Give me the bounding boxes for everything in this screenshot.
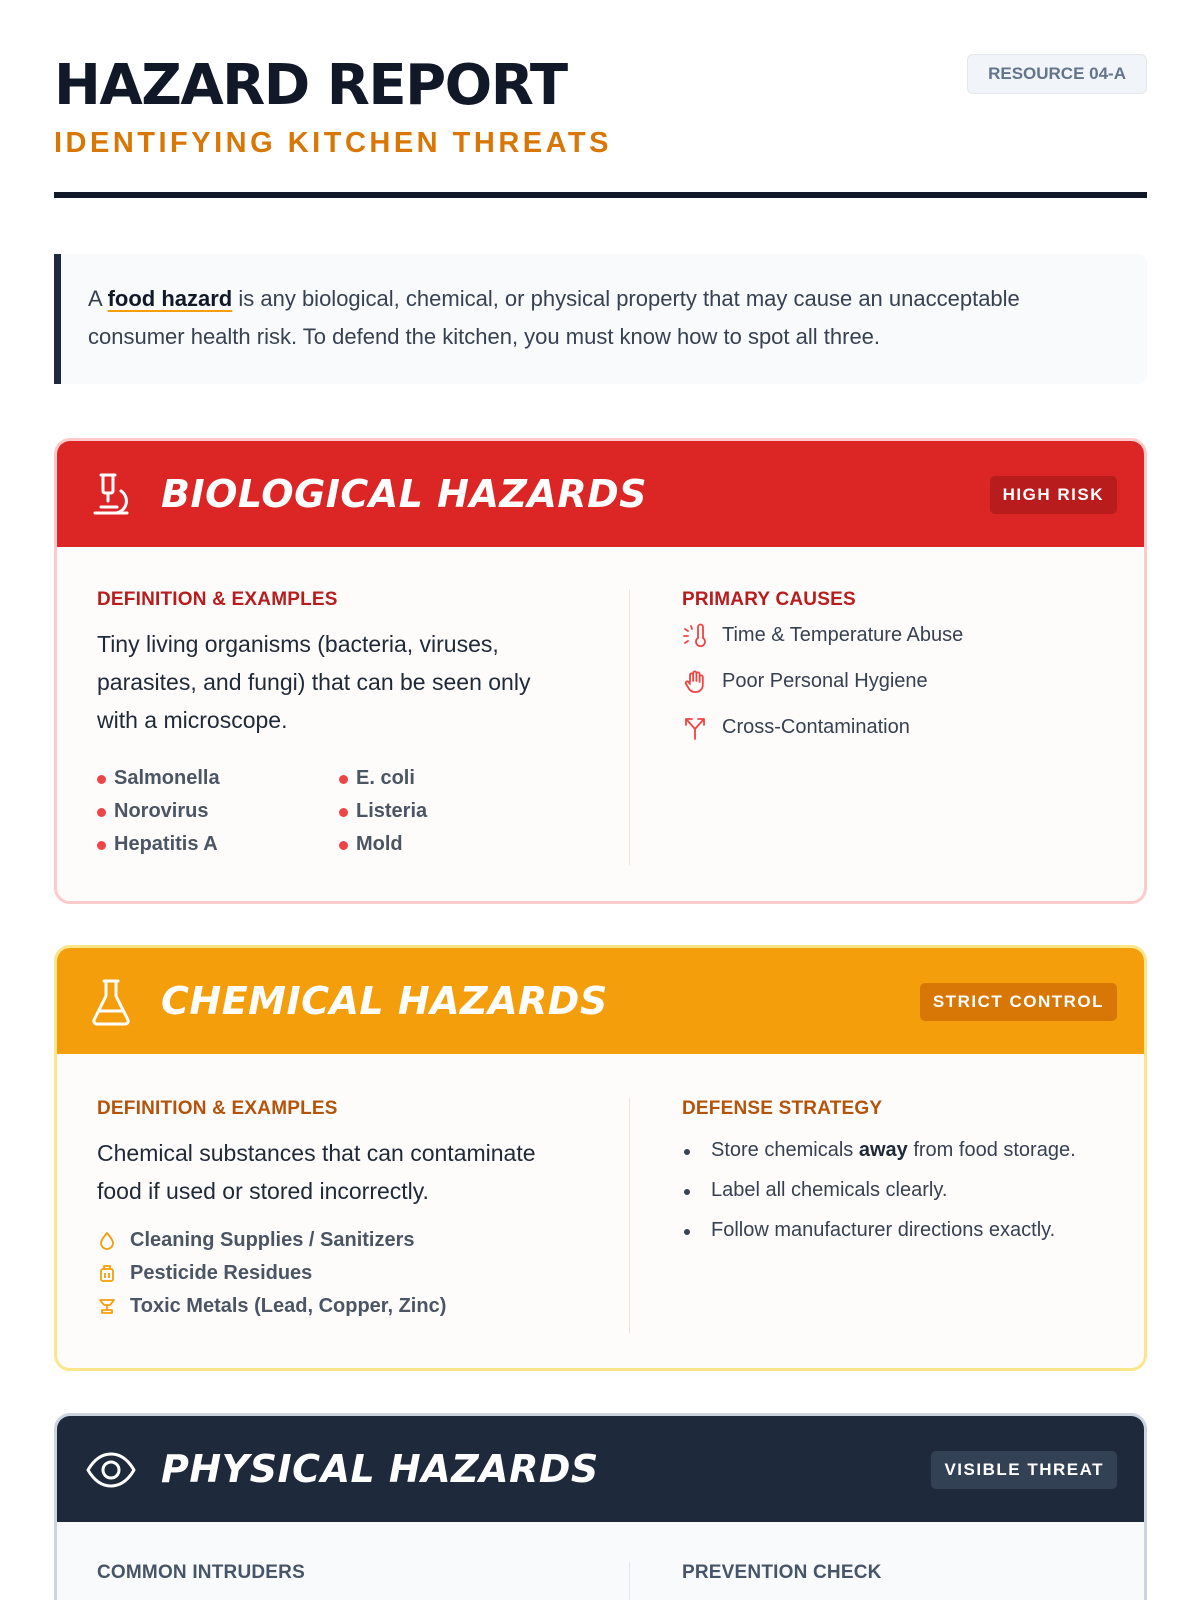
cause-label: Cross-Contamination [722,716,910,738]
page-title: HAZARD REPORT [54,53,567,118]
cause-label: Poor Personal Hygiene [722,670,928,692]
example-hepatitis-a: Hepatitis A [97,833,218,856]
strategy-follow-directions [682,1218,1112,1258]
intro-prefix: A [88,286,108,311]
high-risk-badge: HIGH RISK [990,476,1117,514]
strategy-emphasis: away [858,1139,908,1161]
biological-card-header [57,441,1144,547]
chemical-example-label: Cleaning Supplies / Sanitizers [130,1229,415,1251]
chemical-card-title: CHEMICAL HAZARDS [161,979,608,1023]
resource-tag: RESOURCE 04-A [967,54,1147,94]
utensil-icon [97,1296,117,1316]
hazard-report-page [54,0,1147,1583]
split-arrow-icon [682,715,708,741]
example-e-coli: E. coli [339,767,415,790]
example-cleaning-supplies [97,1228,577,1261]
strategy-label-chemicals [682,1178,1112,1218]
physical-card-title: PHYSICAL HAZARDS [161,1447,599,1491]
physical-prevention-column [682,1562,1112,1584]
chemical-hazards-card [54,945,1147,1371]
prevention-check-label: PREVENTION CHECK [682,1562,882,1583]
biological-description: Tiny living organisms (bacteria, viruses, parasites, and fungi) that can be seen only with a microscope. [97,631,531,733]
strategy-text: Store chemicals [711,1139,859,1161]
cause-cross-contamination [682,715,1112,761]
primary-causes-label: PRIMARY CAUSES [682,589,856,610]
cause-label: Time & Temperature Abuse [722,624,964,646]
chemical-strategy-column [682,1098,1112,1258]
common-intruders-label: COMMON INTRUDERS [97,1562,305,1583]
defense-strategy-label: DEFENSE STRATEGY [682,1098,883,1119]
example-mold: Mold [339,833,403,856]
hand-icon [682,669,708,695]
strategy-text: Follow manufacturer directions exactly. [711,1219,1056,1241]
strategy-store-away [682,1138,1112,1178]
biological-definition-column [97,589,577,739]
canister-icon [97,1263,117,1283]
example-listeria: Listeria [339,800,427,823]
page-subtitle: IDENTIFYING KITCHEN THREATS [54,127,612,159]
intro-callout [54,254,1147,384]
cause-time-temperature [682,623,1112,669]
cause-personal-hygiene [682,669,1112,715]
example-salmonella: Salmonella [97,767,220,790]
chemical-definition-column [97,1098,577,1327]
physical-column-divider [629,1562,630,1600]
chemical-column-divider [629,1098,630,1333]
physical-hazards-card [54,1413,1147,1600]
chemical-example-label: Toxic Metals (Lead, Copper, Zinc) [130,1295,447,1317]
chemical-card-header [57,948,1144,1054]
visible-threat-badge: VISIBLE THREAT [931,1451,1117,1489]
thermometer-icon [682,623,708,649]
droplet-icon [97,1230,117,1250]
biological-hazards-card [54,438,1147,904]
chemical-description: Chemical substances that can contaminate food if used or stored incorrectly. [97,1140,536,1204]
chemical-definition-label: DEFINITION & EXAMPLES [97,1098,338,1119]
example-toxic-metals [97,1294,577,1327]
food-hazard-keyword: food hazard [107,286,233,311]
chemical-example-label: Pesticide Residues [130,1262,313,1284]
biological-column-divider [629,589,630,865]
chemical-examples-list [97,1228,577,1327]
header-divider [54,192,1147,198]
eye-icon [85,1444,137,1496]
report-header [54,0,1147,200]
flask-icon [85,976,137,1028]
physical-card-header [57,1416,1144,1522]
intro-text: is any biological, chemical, or physical property that may cause an unacceptable consumer health risk. To defend the kitchen, you must know how to spot all three. [88,286,1020,349]
strategy-text: Label all chemicals clearly. [711,1179,948,1201]
microscope-icon [85,469,137,521]
biological-causes-column [682,589,1112,761]
example-pesticide-residues [97,1261,577,1294]
strategy-text: from food storage. [907,1139,1076,1161]
physical-intruders-column [97,1562,577,1584]
biological-card-title: BIOLOGICAL HAZARDS [161,472,647,516]
example-norovirus: Norovirus [97,800,208,823]
strict-control-badge: STRICT CONTROL [920,983,1117,1021]
biological-definition-label: DEFINITION & EXAMPLES [97,589,338,610]
